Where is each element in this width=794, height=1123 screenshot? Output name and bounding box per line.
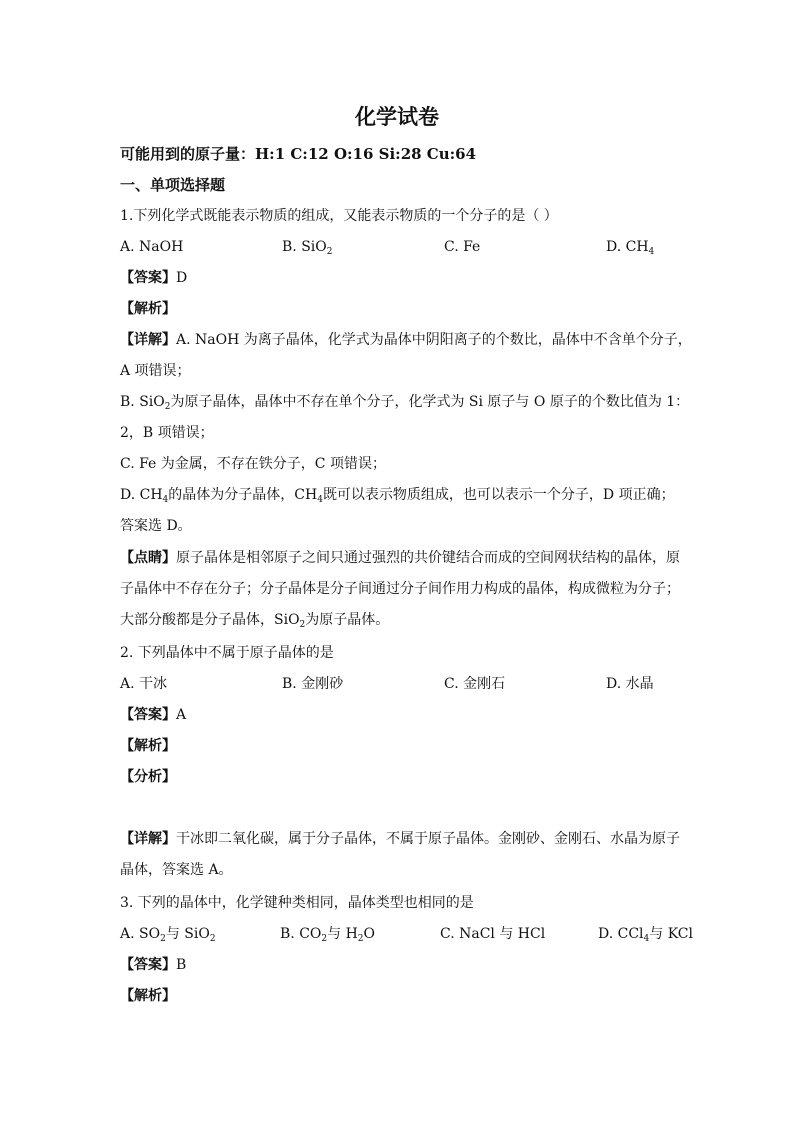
q1-detail-line-6: D. $CH_4$的晶体为分子晶体，$CH_4$既可以表示物质组成，也可以表示一个分子，D 项正确； xyxy=(120,487,675,505)
q3-option-d: D. CCl$_4$与 KCl xyxy=(598,926,693,944)
q1-comment-line-1: 【点睛】原子晶体是相邻原子之间只通过强烈的共价键结合而成的空间网状结构的晶体，原 xyxy=(120,550,680,566)
q2-option-a: A. 干冰 xyxy=(120,676,168,692)
q1-detail-line-4: 2，B 项错误； xyxy=(120,425,214,441)
q1-option-c: C. Fe xyxy=(444,239,481,255)
q2-detail-line-2: 晶体，答案选 A。 xyxy=(120,862,233,878)
detail-label: 【详解】 xyxy=(120,332,176,348)
comment-label: 【点睛】 xyxy=(120,550,176,566)
q1-option-b: B. SiO$_2$ xyxy=(282,239,333,257)
q1-comment-line-3: 大部分酸都是分子晶体，SiO$_2$为原子晶体。 xyxy=(120,612,390,630)
q2-option-d: D. 水晶 xyxy=(606,676,654,692)
q3-stem: 3. 下列的晶体中，化学键种类相同，晶体类型也相同的是 xyxy=(120,895,474,911)
atomic-mass-line: 可能用到的原子量：H:1 C:12 O:16 Si:28 Cu:64 xyxy=(120,145,477,163)
q2-stem: 2. 下列晶体中不属于原子晶体的是 xyxy=(120,645,334,661)
q2-fenxi-label: 【分析】 xyxy=(120,769,176,785)
q3-analysis-label: 【解析】 xyxy=(120,988,176,1004)
page-title: 化学试卷 xyxy=(355,104,439,129)
q1-detail-line-3: B. SiO$_2$为原子晶体，晶体中不存在单个分子，化学式为 Si 原子与 O 原子的个数比值为 1： xyxy=(120,394,690,412)
q1-detail-line-1: 【详解】A. NaOH 为离子晶体，化学式为晶体中阴阳离子的个数比，晶体中不含单个分子， xyxy=(120,332,692,348)
q2-analysis-label: 【解析】 xyxy=(120,738,176,754)
q1-option-a: A. NaOH xyxy=(120,239,184,255)
section-heading: 一、单项选择题 xyxy=(120,176,226,194)
q2-answer: 【答案】A xyxy=(120,707,187,723)
q1-detail-line-5: C. Fe 为金属，不存在铁分子，C 项错误； xyxy=(120,456,386,472)
q2-option-b: B. 金刚砂 xyxy=(282,676,344,692)
q1-stem: 1.下列化学式既能表示物质的组成，又能表示物质的一个分子的是（ ） xyxy=(120,208,558,224)
q2-detail-line-1: 【详解】干冰即二氧化碳，属于分子晶体，不属于原子晶体。金刚砂、金刚石、水晶为原子 xyxy=(120,831,680,847)
answer-label: 【答案】 xyxy=(120,957,176,973)
q3-answer: 【答案】B xyxy=(120,957,187,973)
q2-option-c: C. 金刚石 xyxy=(444,676,506,692)
q1-detail-line-7: 答案选 D。 xyxy=(120,518,192,534)
answer-label: 【答案】 xyxy=(120,707,176,723)
q3-option-b: B. $CO_2$与 $H_2O$ xyxy=(280,926,376,944)
q1-analysis-label: 【解析】 xyxy=(120,301,176,317)
q1-detail-line-2: A 项错误； xyxy=(120,363,191,379)
q3-option-c: C. NaCl 与 HCl xyxy=(440,926,546,942)
detail-label: 【详解】 xyxy=(120,831,176,847)
q1-comment-line-2: 子晶体中不存在分子；分子晶体是分子间通过分子间作用力构成的晶体，构成微粒为分子； xyxy=(120,581,680,597)
q1-option-d: D. $CH_4$ xyxy=(606,239,655,257)
q1-answer: 【答案】D xyxy=(120,270,188,286)
answer-label: 【答案】 xyxy=(120,270,176,286)
q3-option-a: A. $SO_2$与 SiO$_2$ xyxy=(120,926,216,944)
